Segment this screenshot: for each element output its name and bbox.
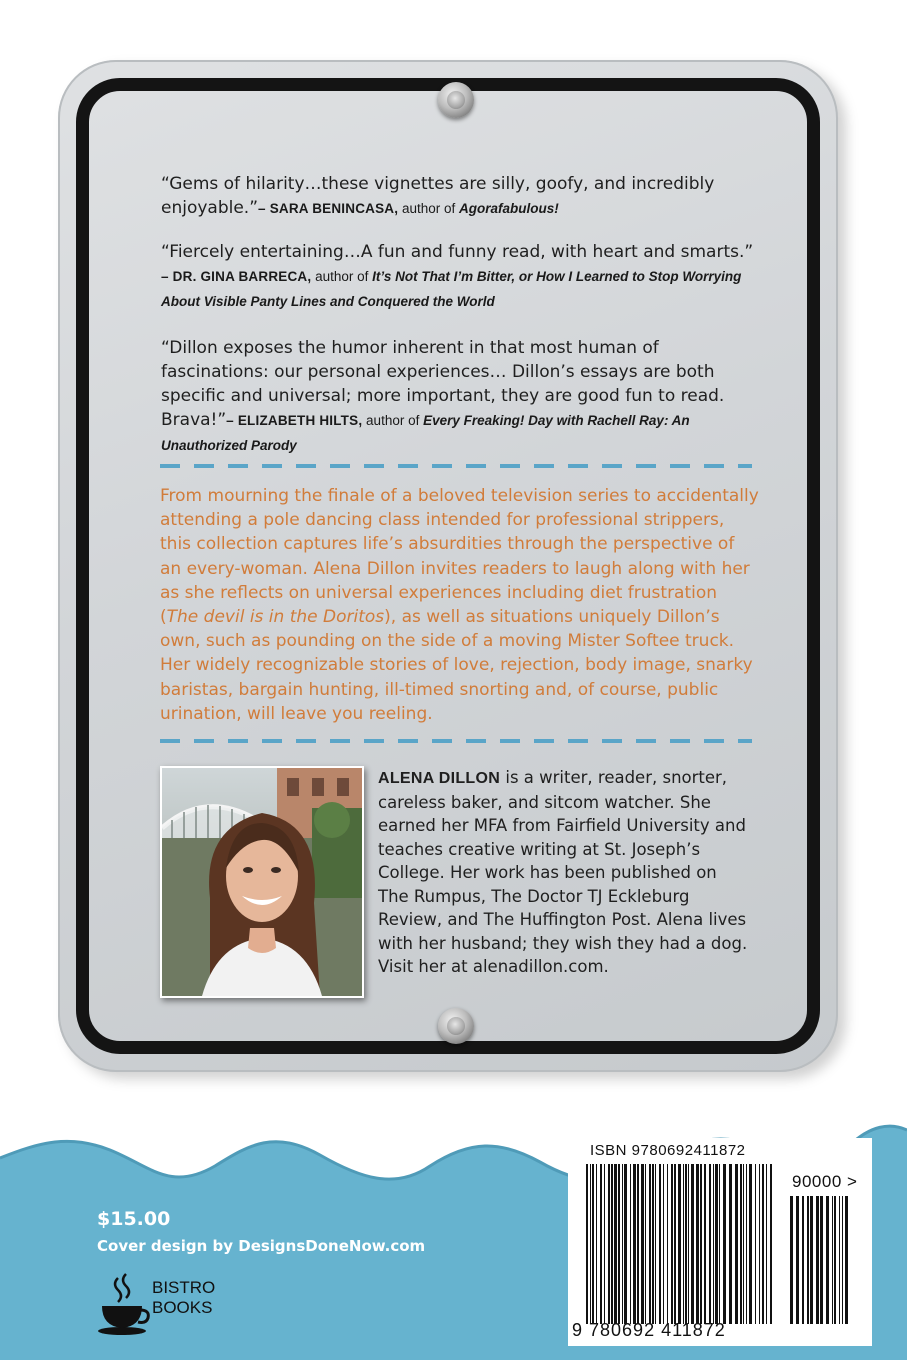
coffee-cup-icon [96,1268,152,1338]
barcode-bar [637,1164,639,1324]
barcode-bar [678,1164,681,1324]
barcode-bar [691,1164,694,1324]
barcode-bar [770,1164,772,1324]
barcode-bar [614,1164,617,1324]
quote-attribution: SARA BENINCASA, [269,201,399,216]
barcode-bar [633,1164,636,1324]
quote-book-title: Agorafabulous! [459,201,559,216]
barcode-bar [604,1164,605,1324]
barcode-bar [674,1164,676,1324]
barcode-digits: 9 780692 411872 [572,1320,726,1340]
barcode-bar [755,1164,756,1324]
barcode-bar [590,1164,591,1324]
barcode-bar [802,1196,804,1324]
barcode-bar [713,1164,714,1324]
barcode-bar [834,1196,836,1324]
quote-attribution: DR. GINA BARRECA, [172,269,312,284]
barcode-bar [652,1164,654,1324]
barcode-bar [746,1164,747,1324]
barcode-bar [749,1164,752,1324]
author-photo [160,766,364,998]
cover-design-credit: Cover design by DesignsDoneNow.com [97,1237,426,1255]
barcode-bar [663,1164,664,1324]
barcode-bar [586,1164,588,1324]
barcode-bar [696,1164,699,1324]
dashed-divider [160,739,752,743]
publisher-logo [96,1268,266,1338]
quote-book-title: It’s Not That I’m Bitter, or How I Learned to Stop Worrying About Visible Panty Lines and Conquered the World [161,269,742,309]
barcode-bar [759,1164,760,1324]
barcode-bar [790,1196,793,1324]
barcode-bar [624,1164,627,1324]
barcode-bar [645,1164,646,1324]
isbn-label: ISBN 9780692411872 [590,1142,746,1159]
barcode-bar [839,1196,840,1324]
barcode-bar [845,1196,848,1324]
publisher-name: BISTRO BOOKS [152,1278,216,1317]
barcode-bars [586,1164,776,1324]
barcode-bar [743,1164,744,1324]
barcode-bar [832,1196,833,1324]
barcode-bar [655,1164,656,1324]
barcode-bar [630,1164,631,1324]
bolt-icon [438,1008,474,1044]
barcode-bar [611,1164,613,1324]
book-price: $15.00 [97,1208,171,1230]
dashed-divider [160,464,752,468]
author-name: ALENA DILLON [378,770,501,787]
barcode-bar [766,1164,767,1324]
barcode-bar [700,1164,702,1324]
author-bio: ALENA DILLON is a writer, reader, snorter, careless baker, and sitcom watcher. She earned her MFA from Fairfield University and teaches creative writing at St. Joseph’s College. Her work has been published on The Rumpus, The Doctor TJ Eckleburg Review, and The Huffington Post. Alena lives with her husband; they wish they had a dog. Visit her at alenadillon.com. [378,768,748,976]
barcode-bar [618,1164,620,1324]
barcode-bar [816,1196,819,1324]
barcode-bar [762,1164,764,1324]
barcode-bar [683,1164,684,1324]
barcode-bar [622,1164,623,1324]
barcode-bar [592,1164,594,1324]
barcode-bar [715,1164,718,1324]
barcode-bar [649,1164,651,1324]
barcode-bar [608,1164,610,1324]
review-quote-1: “Gems of hilarity…these vignettes are silly, goofy, and incredibly enjoyable.”– SARA BENINCASA, author of Agorafabulous! [161,174,715,218]
barcode-bar [685,1164,687,1324]
barcode-bar [735,1164,738,1324]
barcode-bar [826,1196,829,1324]
essay-title: The devil is in the Doritos [166,607,385,628]
book-description: From mourning the finale of a beloved television series to accidentally attending a pole dancing class intended for professional strippers, this collection captures life’s absurdities through the perspective of an every-woman. Alena Dillon invites readers to laugh along with her as she reflects on universal experiences including diet frustration (The devil is in the Doritos), as well as situations uniquely Dillon’s own, such as pounding on the side of a moving Mister Softee truck. Her widely recognizable stories of love, rejection, body image, snarky baristas, bargain hunting, ill-timed snorting and, of course, public urination, will leave you reeling. [160,486,759,724]
barcode-bar [667,1164,668,1324]
barcode-bar [807,1196,809,1324]
barcode-bar [740,1164,742,1324]
price-barcode-bars [790,1196,850,1324]
review-quote-2: “Fiercely entertaining…A fun and funny read, with heart and smarts.” – DR. GINA BARRECA, author of It’s Not That I’m Bitter, or How I Learned to Stop Worrying About Visible Panty Lines and Conquered the World [161,242,754,309]
barcode-bar [596,1164,597,1324]
barcode-bar [688,1164,689,1324]
barcode-bar [729,1164,732,1324]
barcode-bar [842,1196,843,1324]
bolt-icon [438,82,474,118]
barcode-bar [671,1164,673,1324]
barcode-bar [641,1164,644,1324]
quote-attribution: ELIZABETH HILTS, [237,413,363,428]
barcode-bar [600,1164,602,1324]
barcode-bar [723,1164,726,1324]
review-quote-3: “Dillon exposes the humor inherent in that most human of fascinations: our personal experiences… Dillon’s essays are both specific and universal; more important, they are good fun to read. Brava!”– ELIZABETH HILTS, author of Every Freaking! Day with Rachell Ray: An Unauthorized Parody [161,338,725,453]
barcode-bar [810,1196,813,1324]
price-code: 90000 > [792,1172,858,1191]
barcode-bar [719,1164,720,1324]
barcode-bar [659,1164,661,1324]
barcode-bar [820,1196,823,1324]
quote-book-title: Every Freaking! Day with Rachell Ray: An Unauthorized Parody [161,413,690,453]
isbn-barcode [568,1138,872,1346]
barcode-bar [796,1196,799,1324]
barcode-bar [704,1164,706,1324]
barcode-bar [709,1164,711,1324]
